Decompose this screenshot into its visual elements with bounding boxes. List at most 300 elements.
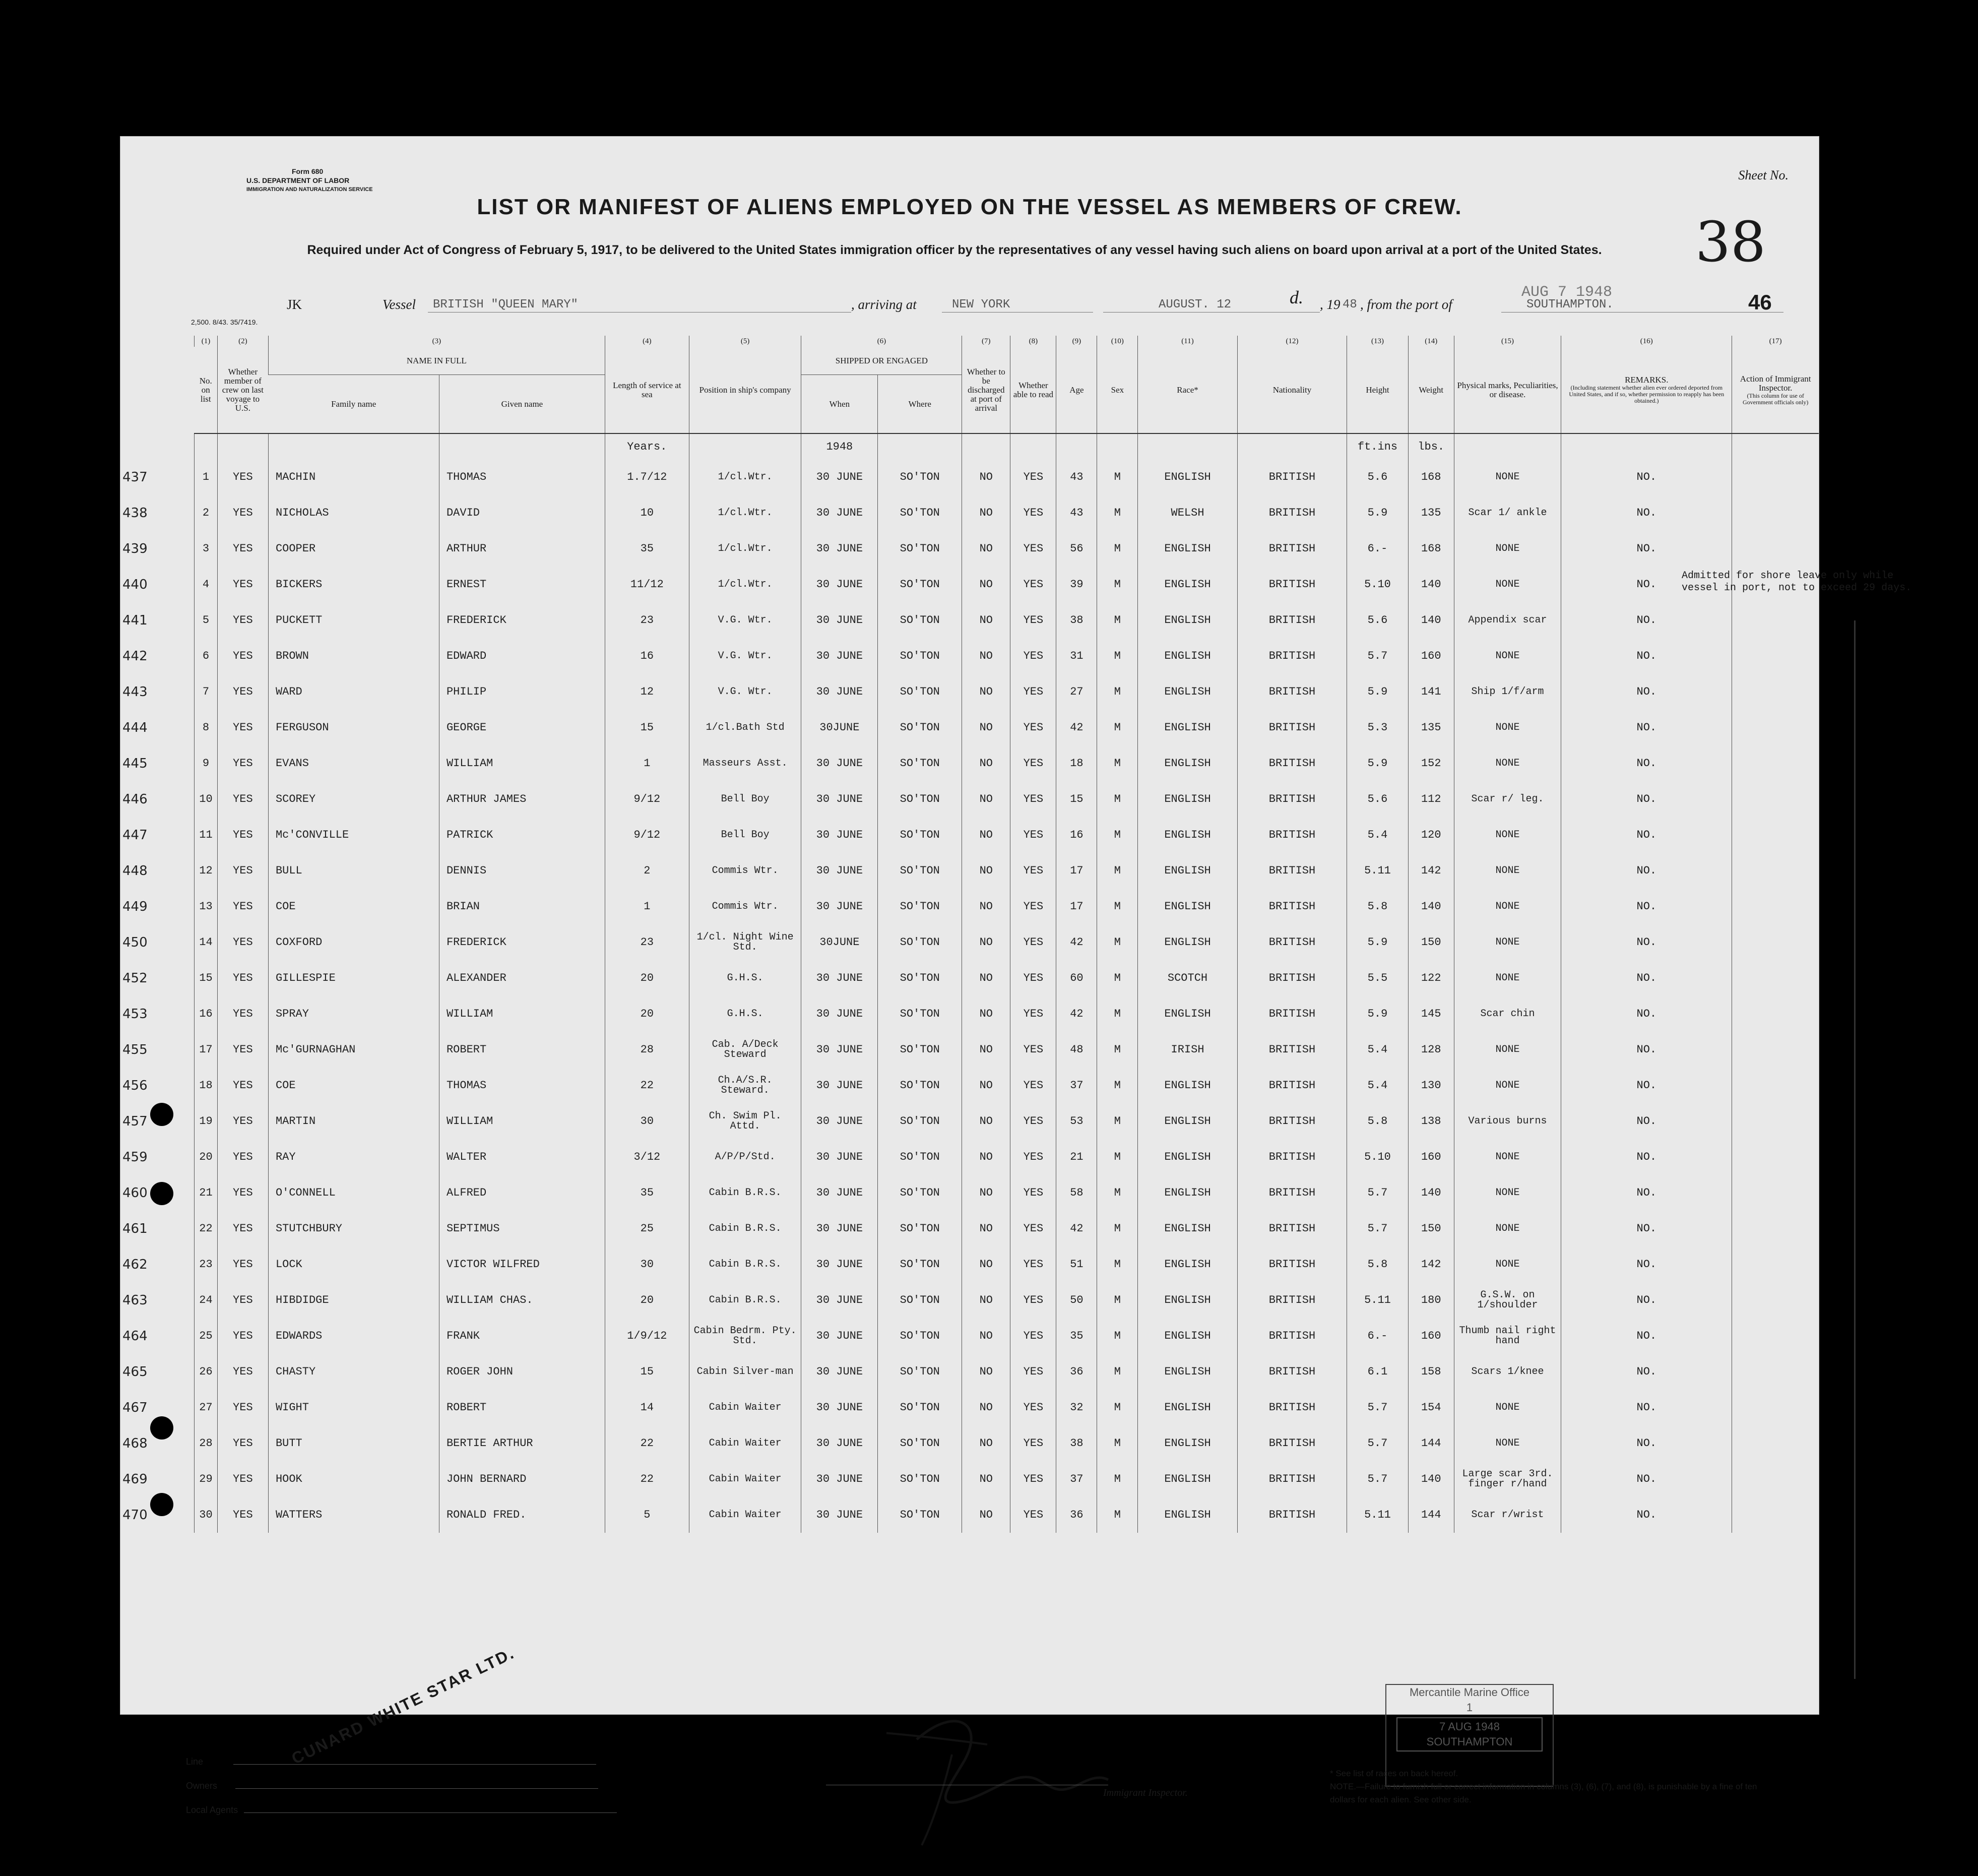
race: ENGLISH <box>1138 853 1237 889</box>
sex: M <box>1097 495 1138 531</box>
shipped-when: 30 JUNE <box>801 853 878 889</box>
position: Cabin Waiter <box>689 1425 801 1461</box>
age: 37 <box>1056 1461 1097 1497</box>
sex: M <box>1097 1032 1138 1068</box>
height: 5.7 <box>1347 638 1408 674</box>
position: 1/cl.Bath Std <box>689 710 801 745</box>
col-header-sex: Sex <box>1097 347 1138 433</box>
nationality: BRITISH <box>1237 1175 1347 1211</box>
physical-marks: NONE <box>1454 567 1561 602</box>
sex: M <box>1097 459 1138 495</box>
nationality: BRITISH <box>1237 1354 1347 1390</box>
shipped-when: 30 JUNE <box>801 745 878 781</box>
able-to-read: YES <box>1010 781 1056 817</box>
nationality: BRITISH <box>1237 1103 1347 1139</box>
crew-last-voyage: YES <box>217 1497 268 1533</box>
length-of-service: 5 <box>605 1497 689 1533</box>
col-12-number: (12) <box>1237 336 1347 347</box>
inspector-action <box>1732 1246 1819 1282</box>
shipped-when: 30 JUNE <box>801 781 878 817</box>
col-14-number: (14) <box>1408 336 1454 347</box>
to-be-discharged: NO <box>962 1103 1010 1139</box>
table-row <box>120 996 1819 1032</box>
row-number: 4 <box>195 567 218 602</box>
shipped-when: 30JUNE <box>801 710 878 745</box>
able-to-read: YES <box>1010 924 1056 960</box>
sex: M <box>1097 1390 1138 1425</box>
weight: 140 <box>1408 567 1454 602</box>
remarks: NO. <box>1561 1318 1732 1354</box>
table-row <box>120 1175 1819 1211</box>
physical-marks: NONE <box>1454 459 1561 495</box>
race: ENGLISH <box>1138 1425 1237 1461</box>
units-row <box>120 433 1819 459</box>
col-header-no-on-list: No. on list <box>195 347 218 433</box>
position: V.G. Wtr. <box>689 674 801 710</box>
crew-last-voyage: YES <box>217 889 268 924</box>
to-be-discharged: NO <box>962 817 1010 853</box>
inspector-action <box>1732 1425 1819 1461</box>
weight: 142 <box>1408 853 1454 889</box>
position: 1/cl.Wtr. <box>689 459 801 495</box>
to-be-discharged: NO <box>962 459 1010 495</box>
remarks: NO. <box>1561 602 1732 638</box>
col-header-member-last-voyage: Whether member of crew on last voyage to U.S. <box>217 347 268 433</box>
physical-marks: NONE <box>1454 710 1561 745</box>
col-header-able-to-read: Whether able to read <box>1010 347 1056 433</box>
inspector-action <box>1732 531 1819 567</box>
col-3-number: (3) <box>268 336 605 347</box>
remarks: NO. <box>1561 495 1732 531</box>
position: Ch. Swim Pl. Attd. <box>689 1103 801 1139</box>
given-name: WALTER <box>439 1139 605 1175</box>
from-port: SOUTHAMPTON. <box>1526 298 1614 311</box>
shipped-when: 30 JUNE <box>801 1354 878 1390</box>
arriving-port: NEW YORK <box>952 298 1010 311</box>
given-name: FREDERICK <box>439 602 605 638</box>
table-row <box>120 495 1819 531</box>
inspector-action <box>1732 889 1819 924</box>
family-name: Mc'CONVILLE <box>268 817 439 853</box>
shipped-when: 30 JUNE <box>801 1032 878 1068</box>
height: 5.10 <box>1347 1139 1408 1175</box>
crew-last-voyage: YES <box>217 817 268 853</box>
col-header-height: Height <box>1347 347 1408 433</box>
remarks-title: REMARKS. <box>1625 375 1669 385</box>
inspector-action <box>1732 1461 1819 1497</box>
inspector-label: Immigrant Inspector. <box>1103 1787 1188 1798</box>
department-name: U.S. DEPARTMENT OF LABOR <box>246 176 350 184</box>
sex: M <box>1097 1318 1138 1354</box>
col-header-name-in-full: NAME IN FULL <box>268 347 605 375</box>
shipped-when: 30 JUNE <box>801 817 878 853</box>
height: 5.4 <box>1347 1032 1408 1068</box>
family-name: RAY <box>268 1139 439 1175</box>
inspector-action <box>1732 1103 1819 1139</box>
length-of-service: 16 <box>605 638 689 674</box>
able-to-read: YES <box>1010 1211 1056 1246</box>
position: V.G. Wtr. <box>689 602 801 638</box>
position: Cabin B.R.S. <box>689 1246 801 1282</box>
age: 43 <box>1056 495 1097 531</box>
table-row <box>120 567 1819 602</box>
shipped-when: 30 JUNE <box>801 459 878 495</box>
manifest-number: 460 <box>122 1185 148 1201</box>
crew-last-voyage: YES <box>217 495 268 531</box>
table-row <box>120 1211 1819 1246</box>
race: ENGLISH <box>1138 1211 1237 1246</box>
physical-marks: NONE <box>1454 1068 1561 1103</box>
sheet-label: Sheet No. <box>1738 168 1789 182</box>
crew-last-voyage: YES <box>217 853 268 889</box>
given-name: BRIAN <box>439 889 605 924</box>
to-be-discharged: NO <box>962 889 1010 924</box>
weight: 140 <box>1408 1461 1454 1497</box>
age: 56 <box>1056 531 1097 567</box>
given-name: RONALD FRED. <box>439 1497 605 1533</box>
table-row <box>120 1246 1819 1282</box>
row-number: 15 <box>195 960 218 996</box>
sex: M <box>1097 674 1138 710</box>
race: ENGLISH <box>1138 638 1237 674</box>
col-9-number: (9) <box>1056 336 1097 347</box>
position: Cabin Waiter <box>689 1497 801 1533</box>
height: 5.9 <box>1347 924 1408 960</box>
nationality: BRITISH <box>1237 567 1347 602</box>
remarks: NO. <box>1561 1390 1732 1425</box>
punch-hole <box>150 1182 173 1205</box>
nationality: BRITISH <box>1237 1282 1347 1318</box>
physical-marks: G.S.W. on 1/shoulder <box>1454 1282 1561 1318</box>
nationality: BRITISH <box>1237 495 1347 531</box>
manifest-number: 446 <box>122 791 148 807</box>
unit-height: ft.ins <box>1347 433 1408 459</box>
able-to-read: YES <box>1010 1282 1056 1318</box>
sex: M <box>1097 1068 1138 1103</box>
length-of-service: 22 <box>605 1068 689 1103</box>
shipped-when: 30 JUNE <box>801 1103 878 1139</box>
weight: 152 <box>1408 745 1454 781</box>
row-number: 30 <box>195 1497 218 1533</box>
nationality: BRITISH <box>1237 1318 1347 1354</box>
manifest-number: 455 <box>122 1042 148 1057</box>
col-1-number: (1) <box>195 336 218 347</box>
position: 1/cl.Wtr. <box>689 531 801 567</box>
shipped-where: SO'TON <box>878 889 962 924</box>
crew-last-voyage: YES <box>217 745 268 781</box>
family-name: BUTT <box>268 1425 439 1461</box>
position: Commis Wtr. <box>689 889 801 924</box>
length-of-service: 23 <box>605 602 689 638</box>
length-of-service: 10 <box>605 495 689 531</box>
family-name: BULL <box>268 853 439 889</box>
row-number: 1 <box>195 459 218 495</box>
manifest-number: 461 <box>122 1221 148 1236</box>
crew-last-voyage: YES <box>217 1068 268 1103</box>
to-be-discharged: NO <box>962 1425 1010 1461</box>
sheet-number: 38 <box>1695 210 1766 274</box>
crew-table <box>120 336 1819 1533</box>
given-name: BERTIE ARTHUR <box>439 1425 605 1461</box>
manifest-number: 457 <box>122 1113 148 1129</box>
sex: M <box>1097 1354 1138 1390</box>
crew-last-voyage: YES <box>217 1032 268 1068</box>
weight: 140 <box>1408 889 1454 924</box>
form-number: Form 680 <box>292 167 324 175</box>
sex: M <box>1097 960 1138 996</box>
row-number: 14 <box>195 924 218 960</box>
to-be-discharged: NO <box>962 996 1010 1032</box>
footer-notes <box>1330 1767 1783 1806</box>
nationality: BRITISH <box>1237 781 1347 817</box>
family-name: WIGHT <box>268 1390 439 1425</box>
sex: M <box>1097 1175 1138 1211</box>
able-to-read: YES <box>1010 1318 1056 1354</box>
shipped-where: SO'TON <box>878 960 962 996</box>
race: ENGLISH <box>1138 1390 1237 1425</box>
race: ENGLISH <box>1138 1461 1237 1497</box>
punch-hole <box>150 1103 173 1126</box>
sex: M <box>1097 1497 1138 1533</box>
given-name: ROGER JOHN <box>439 1354 605 1390</box>
stamp-place: SOUTHAMPTON <box>1426 1735 1513 1748</box>
height: 5.8 <box>1347 889 1408 924</box>
remarks: NO. <box>1561 853 1732 889</box>
row-number: 2 <box>195 495 218 531</box>
remarks: NO. <box>1561 745 1732 781</box>
remarks: NO. <box>1561 817 1732 853</box>
length-of-service: 9/12 <box>605 781 689 817</box>
family-name: MARTIN <box>268 1103 439 1139</box>
physical-marks: Various burns <box>1454 1103 1561 1139</box>
weight: 141 <box>1408 674 1454 710</box>
able-to-read: YES <box>1010 531 1056 567</box>
weight: 150 <box>1408 1211 1454 1246</box>
remarks: NO. <box>1561 459 1732 495</box>
to-be-discharged: NO <box>962 745 1010 781</box>
shipped-where: SO'TON <box>878 638 962 674</box>
able-to-read: YES <box>1010 495 1056 531</box>
height: 5.7 <box>1347 1211 1408 1246</box>
manifest-number: 469 <box>122 1471 148 1487</box>
inspector-action <box>1732 602 1819 638</box>
to-be-discharged: NO <box>962 495 1010 531</box>
inspector-action <box>1732 924 1819 960</box>
race: ENGLISH <box>1138 1068 1237 1103</box>
length-of-service: 2 <box>605 853 689 889</box>
crew-last-voyage: YES <box>217 1282 268 1318</box>
crew-last-voyage: YES <box>217 1461 268 1497</box>
nationality: BRITISH <box>1237 531 1347 567</box>
weight: 120 <box>1408 817 1454 853</box>
manifest-number: 439 <box>122 541 148 556</box>
family-name: BICKERS <box>268 567 439 602</box>
to-be-discharged: NO <box>962 1246 1010 1282</box>
col-header-physical-marks: Physical marks, Peculiarities, or disease. <box>1454 347 1561 433</box>
race: ENGLISH <box>1138 1246 1237 1282</box>
inspector-action <box>1732 996 1819 1032</box>
family-name: COE <box>268 1068 439 1103</box>
shipped-when: 30 JUNE <box>801 960 878 996</box>
inspector-action-line <box>1854 620 1858 1679</box>
crew-last-voyage: YES <box>217 960 268 996</box>
nationality: BRITISH <box>1237 710 1347 745</box>
shipped-where: SO'TON <box>878 745 962 781</box>
col-header-length-of-service: Length of service at sea <box>605 347 689 433</box>
col-11-number: (11) <box>1138 336 1237 347</box>
physical-marks: Scar chin <box>1454 996 1561 1032</box>
able-to-read: YES <box>1010 1068 1056 1103</box>
height: 5.5 <box>1347 960 1408 996</box>
shipped-when: 30 JUNE <box>801 1139 878 1175</box>
inspector-action <box>1732 781 1819 817</box>
nationality: BRITISH <box>1237 674 1347 710</box>
weight: 145 <box>1408 996 1454 1032</box>
race: ENGLISH <box>1138 710 1237 745</box>
weight: 128 <box>1408 1032 1454 1068</box>
remarks: NO. <box>1561 1282 1732 1318</box>
nationality: BRITISH <box>1237 853 1347 889</box>
position: Cabin Waiter <box>689 1390 801 1425</box>
sex: M <box>1097 710 1138 745</box>
remarks: NO. <box>1561 781 1732 817</box>
arrival-year: 48 <box>1343 298 1357 311</box>
to-be-discharged: NO <box>962 781 1010 817</box>
nationality: BRITISH <box>1237 638 1347 674</box>
shipped-where: SO'TON <box>878 1211 962 1246</box>
manifest-number: 467 <box>122 1400 148 1415</box>
physical-marks: NONE <box>1454 531 1561 567</box>
remarks: NO. <box>1561 674 1732 710</box>
length-of-service: 14 <box>605 1390 689 1425</box>
inspector-action <box>1732 817 1819 853</box>
age: 39 <box>1056 567 1097 602</box>
given-name: GEORGE <box>439 710 605 745</box>
table-row <box>120 531 1819 567</box>
family-name: CHASTY <box>268 1354 439 1390</box>
age: 27 <box>1056 674 1097 710</box>
table-row <box>120 745 1819 781</box>
remarks: NO. <box>1561 889 1732 924</box>
inspector-action <box>1732 1211 1819 1246</box>
family-name: SPRAY <box>268 996 439 1032</box>
position: Cabin Silver-man <box>689 1354 801 1390</box>
age: 36 <box>1056 1497 1097 1533</box>
to-be-discharged: NO <box>962 602 1010 638</box>
from-label: , from the port of <box>1360 297 1452 312</box>
arrival-date: AUGUST. 12 <box>1159 298 1232 311</box>
shipped-when: 30 JUNE <box>801 1318 878 1354</box>
able-to-read: YES <box>1010 996 1056 1032</box>
physical-marks: NONE <box>1454 638 1561 674</box>
col-header-where: Where <box>878 375 962 434</box>
nationality: BRITISH <box>1237 459 1347 495</box>
manifest-number: 450 <box>122 934 148 950</box>
shipped-where: SO'TON <box>878 1246 962 1282</box>
length-of-service: 30 <box>605 1246 689 1282</box>
table-row <box>120 1354 1819 1390</box>
manifest-number: 468 <box>122 1435 148 1451</box>
age: 51 <box>1056 1246 1097 1282</box>
position: 1/cl.Wtr. <box>689 495 801 531</box>
family-name: EDWARDS <box>268 1318 439 1354</box>
able-to-read: YES <box>1010 674 1056 710</box>
height: 5.9 <box>1347 745 1408 781</box>
to-be-discharged: NO <box>962 1211 1010 1246</box>
shipped-where: SO'TON <box>878 1461 962 1497</box>
physical-marks: NONE <box>1454 745 1561 781</box>
weight: 142 <box>1408 1246 1454 1282</box>
family-name: Mc'GURNAGHAN <box>268 1032 439 1068</box>
able-to-read: YES <box>1010 1425 1056 1461</box>
nationality: BRITISH <box>1237 1139 1347 1175</box>
height: 5.11 <box>1347 853 1408 889</box>
position: Cabin B.R.S. <box>689 1175 801 1211</box>
physical-marks: Large scar 3rd. finger r/hand <box>1454 1461 1561 1497</box>
race: ENGLISH <box>1138 781 1237 817</box>
inspector-signature <box>886 1694 1169 1855</box>
row-number: 11 <box>195 817 218 853</box>
col-15-number: (15) <box>1454 336 1561 347</box>
crew-last-voyage: YES <box>217 1390 268 1425</box>
length-of-service: 1.7/12 <box>605 459 689 495</box>
remarks: NO. <box>1561 996 1732 1032</box>
able-to-read: YES <box>1010 1032 1056 1068</box>
to-be-discharged: NO <box>962 1497 1010 1533</box>
to-be-discharged: NO <box>962 1318 1010 1354</box>
arrival-date-suffix: d. <box>1290 287 1303 307</box>
manifest-number: 445 <box>122 756 148 771</box>
crew-last-voyage: YES <box>217 459 268 495</box>
remarks: NO. <box>1561 1246 1732 1282</box>
length-of-service: 9/12 <box>605 817 689 853</box>
inspector-action <box>1732 1497 1819 1533</box>
col-header-nationality: Nationality <box>1237 347 1347 433</box>
table-row <box>120 710 1819 745</box>
able-to-read: YES <box>1010 1246 1056 1282</box>
crew-last-voyage: YES <box>217 1103 268 1139</box>
owners-label: Owners <box>186 1781 218 1791</box>
table-row <box>120 1032 1819 1068</box>
sex: M <box>1097 924 1138 960</box>
manifest-title: LIST OR MANIFEST OF ALIENS EMPLOYED ON THE VESSEL AS MEMBERS OF CREW. <box>477 195 1462 219</box>
remarks: NO. <box>1561 531 1732 567</box>
inspector-action <box>1732 1068 1819 1103</box>
manifest-number: 453 <box>122 1006 148 1022</box>
crew-last-voyage: YES <box>217 1211 268 1246</box>
shipped-where: SO'TON <box>878 1390 962 1425</box>
shipped-when: 30 JUNE <box>801 602 878 638</box>
given-name: FREDERICK <box>439 924 605 960</box>
position: G.H.S. <box>689 960 801 996</box>
height: 5.6 <box>1347 781 1408 817</box>
given-name: ARTHUR JAMES <box>439 781 605 817</box>
family-name: SCOREY <box>268 781 439 817</box>
col-13-number: (13) <box>1347 336 1408 347</box>
received-date-stamp: AUG 7 1948 <box>1521 284 1613 301</box>
position: Bell Boy <box>689 817 801 853</box>
height: 6.- <box>1347 531 1408 567</box>
sex: M <box>1097 638 1138 674</box>
race: ENGLISH <box>1138 996 1237 1032</box>
age: 17 <box>1056 889 1097 924</box>
to-be-discharged: NO <box>962 1282 1010 1318</box>
length-of-service: 20 <box>605 960 689 996</box>
crew-last-voyage: YES <box>217 924 268 960</box>
length-of-service: 22 <box>605 1425 689 1461</box>
able-to-read: YES <box>1010 817 1056 853</box>
able-to-read: YES <box>1010 602 1056 638</box>
